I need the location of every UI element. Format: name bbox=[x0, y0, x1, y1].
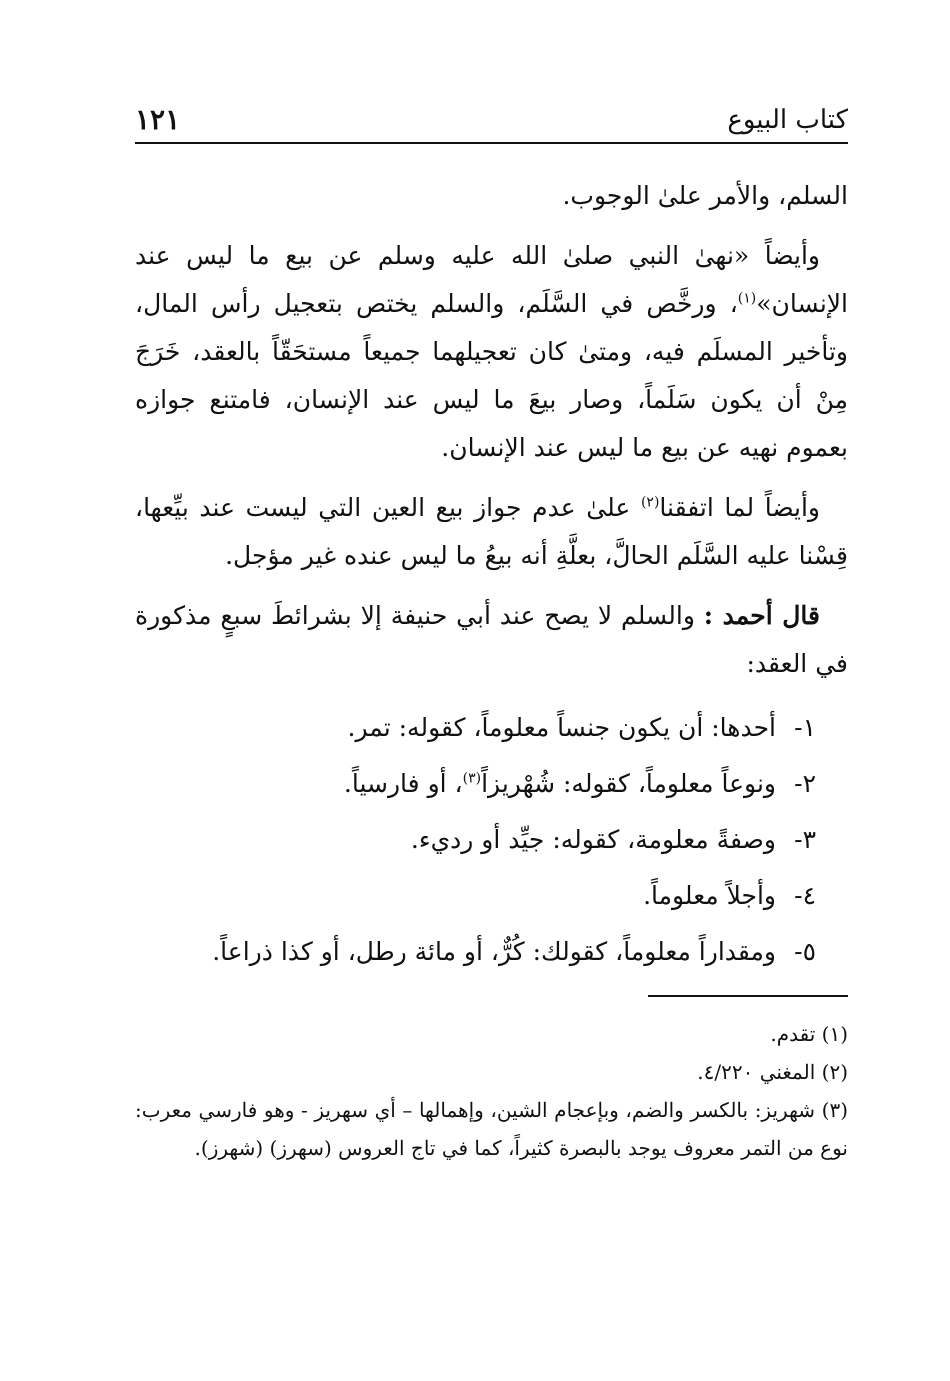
condition-number: ٣- bbox=[794, 825, 816, 854]
condition-text: وأجلاً معلوماً. bbox=[643, 881, 776, 910]
condition-number: ٥- bbox=[794, 937, 816, 966]
conditions-list bbox=[135, 700, 848, 980]
paragraph-3-text-a: وأيضاً لما اتفقنا bbox=[659, 493, 820, 522]
condition-item bbox=[135, 756, 816, 812]
page-number: ١٢١ bbox=[135, 103, 181, 136]
condition-number: ١- bbox=[794, 713, 816, 742]
condition-text: وصفةً معلومة، كقوله: جيِّد أو رديء. bbox=[410, 825, 776, 854]
condition-text-b: ، أو فارسياً. bbox=[343, 769, 463, 798]
condition-text: ومقداراً معلوماً، كقولك: كُرٌّ، أو مائة رطل، أو كذا ذراعاً. bbox=[212, 937, 776, 966]
footnotes bbox=[135, 1015, 848, 1167]
condition-item bbox=[135, 812, 816, 868]
paragraph-3-text-b: علىٰ عدم جواز بيع العين التي ليست عند بيِّعها، قِسْنا عليه السَّلَم الحالَّ، بعلَّةِ أنه بيعُ ما ليس عنده غير مؤجل. bbox=[135, 493, 848, 570]
paragraph-2-text-a: وأيضاً «نهىٰ النبي صلىٰ الله عليه وسلم عن بيع ما ليس عند الإنسان» bbox=[135, 241, 848, 318]
footnote-ref-1: (١) bbox=[737, 290, 757, 307]
paragraph-4-text: والسلم لا يصح عند أبي حنيفة إلا بشرائطَ سبعٍ مذكورة في العقد: bbox=[135, 601, 848, 678]
footnote-2: (٢) المغني ٤/٢٢٠. bbox=[697, 1060, 848, 1084]
condition-item bbox=[135, 868, 816, 924]
paragraph-3 bbox=[135, 484, 848, 580]
condition-text-a: ونوعاً معلوماً، كقوله: شُهْريزاً bbox=[481, 769, 776, 798]
footnote-ref-2: (٢) bbox=[640, 494, 660, 511]
condition-number: ٢- bbox=[794, 769, 816, 798]
condition-item bbox=[135, 700, 816, 756]
paragraph-2-text-b: ، ورخَّص في السَّلَم، والسلم يختص بتعجيل رأس المال، وتأخير المسلَم فيه، ومتىٰ كان تعجيلهما جميعاً مستحَقّاً بالعقد، خَرَجَ مِنْ أن يكون سَلَماً، وصار بيعَ ما ليس عند الإنسان، فامتنع جوازه بعموم نهيه عن بيع ما ليس عند الإنسان. bbox=[135, 289, 848, 462]
footnote-1: (١) تقدم. bbox=[770, 1022, 848, 1046]
footnote-ref-3: (٣) bbox=[462, 770, 482, 787]
paragraph-1: السلم، والأمر علىٰ الوجوب. bbox=[562, 181, 848, 210]
main-text bbox=[135, 172, 848, 980]
book-title: كتاب البيوع bbox=[727, 105, 848, 135]
condition-item bbox=[135, 924, 816, 980]
condition-number: ٤- bbox=[794, 881, 816, 910]
footnote-divider bbox=[648, 995, 848, 997]
footnote-3: (٣) شهريز: بالكسر والضم، وبإعجام الشين، وإهمالها – أي سهريز - وهو فارسي معرب: نوع من التمر معروف يوجد بالبصرة كثيراً، كما في تاج العروس (سهرز) (شهرز). bbox=[135, 1098, 848, 1160]
condition-text: أحدها: أن يكون جنساً معلوماً، كقوله: تمر. bbox=[347, 713, 776, 742]
paragraph-4 bbox=[135, 592, 848, 688]
running-header bbox=[135, 100, 848, 144]
speaker-label: قال أحمد : bbox=[703, 601, 821, 630]
paragraph-2 bbox=[135, 232, 848, 472]
